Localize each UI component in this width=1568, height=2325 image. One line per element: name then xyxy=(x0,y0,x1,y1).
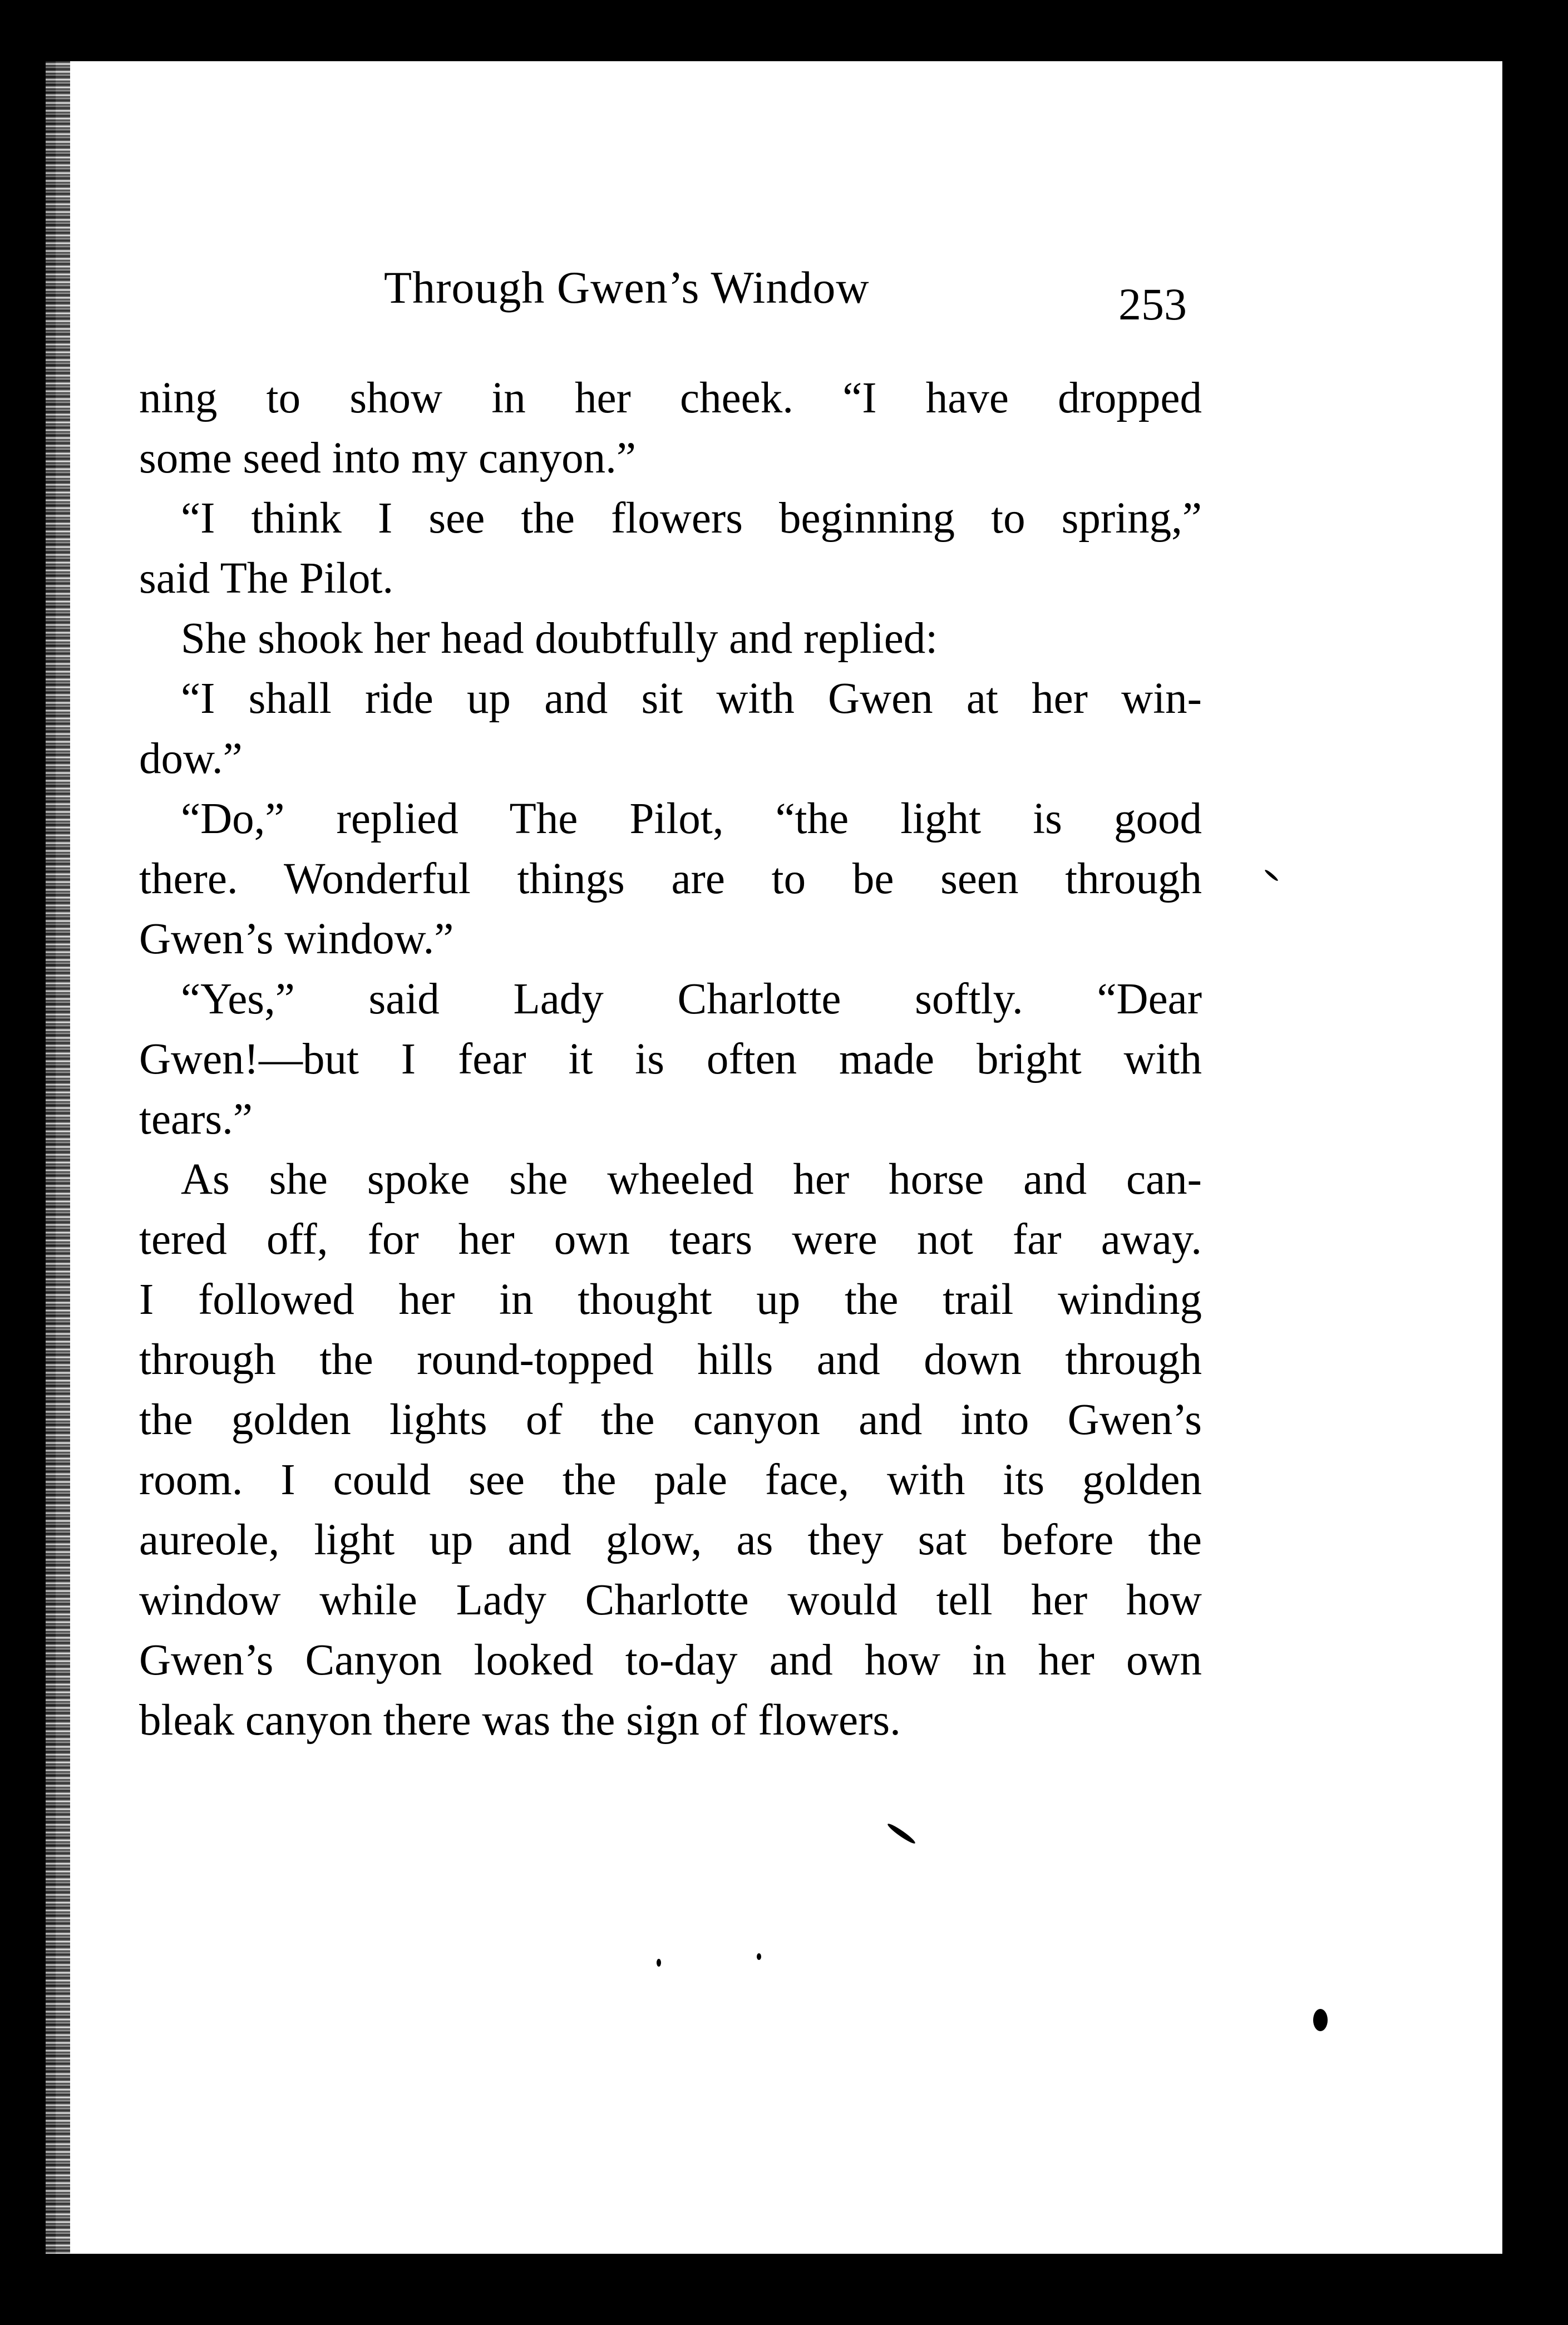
body-text xyxy=(139,368,1202,1751)
text-line: said The Pilot. xyxy=(139,554,394,603)
scan-speck xyxy=(657,1959,661,1967)
text-line: bleak canyon there was the sign of flowers. xyxy=(139,1696,901,1745)
text-line: Gwen’s Canyon looked to-day and how in her own xyxy=(139,1636,1202,1684)
text-line: ning to show in her cheek. “I have dropped xyxy=(139,374,1202,422)
text-line: tered off, for her own tears were not far away. xyxy=(139,1215,1202,1264)
text-line: dow.” xyxy=(139,735,243,783)
text-line: the golden lights of the canyon and into Gwen’s xyxy=(139,1396,1202,1444)
scan-speck xyxy=(1313,2009,1328,2031)
text-line: “Do,” replied The Pilot, “the light is good xyxy=(181,795,1202,843)
text-line: I followed her in thought up the trail winding xyxy=(139,1275,1202,1324)
text-line: Gwen!—but I fear it is often made bright with xyxy=(139,1035,1202,1083)
text-line: She shook her head doubtfully and replied: xyxy=(181,614,938,663)
text-line: window while Lady Charlotte would tell her how xyxy=(139,1576,1202,1624)
text-line: there. Wonderful things are to be seen through xyxy=(139,855,1202,903)
scan-speck xyxy=(757,1953,761,1960)
page-binding-edge xyxy=(46,61,70,2254)
page-number: 253 xyxy=(1118,279,1187,329)
scan-border-bottom xyxy=(0,2254,1568,2325)
text-line: aureole, light up and glow, as they sat before the xyxy=(139,1516,1202,1564)
text-line: “I shall ride up and sit with Gwen at her win- xyxy=(181,674,1202,723)
text-line: tears.” xyxy=(139,1095,253,1144)
text-line: “Yes,” said Lady Charlotte softly. “Dear xyxy=(181,975,1202,1023)
text-line: As she spoke she wheeled her horse and can- xyxy=(181,1155,1202,1204)
text-line: some seed into my canyon.” xyxy=(139,434,636,482)
text-line: Gwen’s window.” xyxy=(139,915,454,963)
scan-border-right xyxy=(1502,50,1568,2325)
text-line: “I think I see the flowers beginning to spring,” xyxy=(181,494,1202,543)
running-head: Through Gwen’s Window xyxy=(384,262,870,313)
text-line: room. I could see the pale face, with its golden xyxy=(139,1456,1202,1504)
text-line: through the round-topped hills and down through xyxy=(139,1336,1202,1384)
